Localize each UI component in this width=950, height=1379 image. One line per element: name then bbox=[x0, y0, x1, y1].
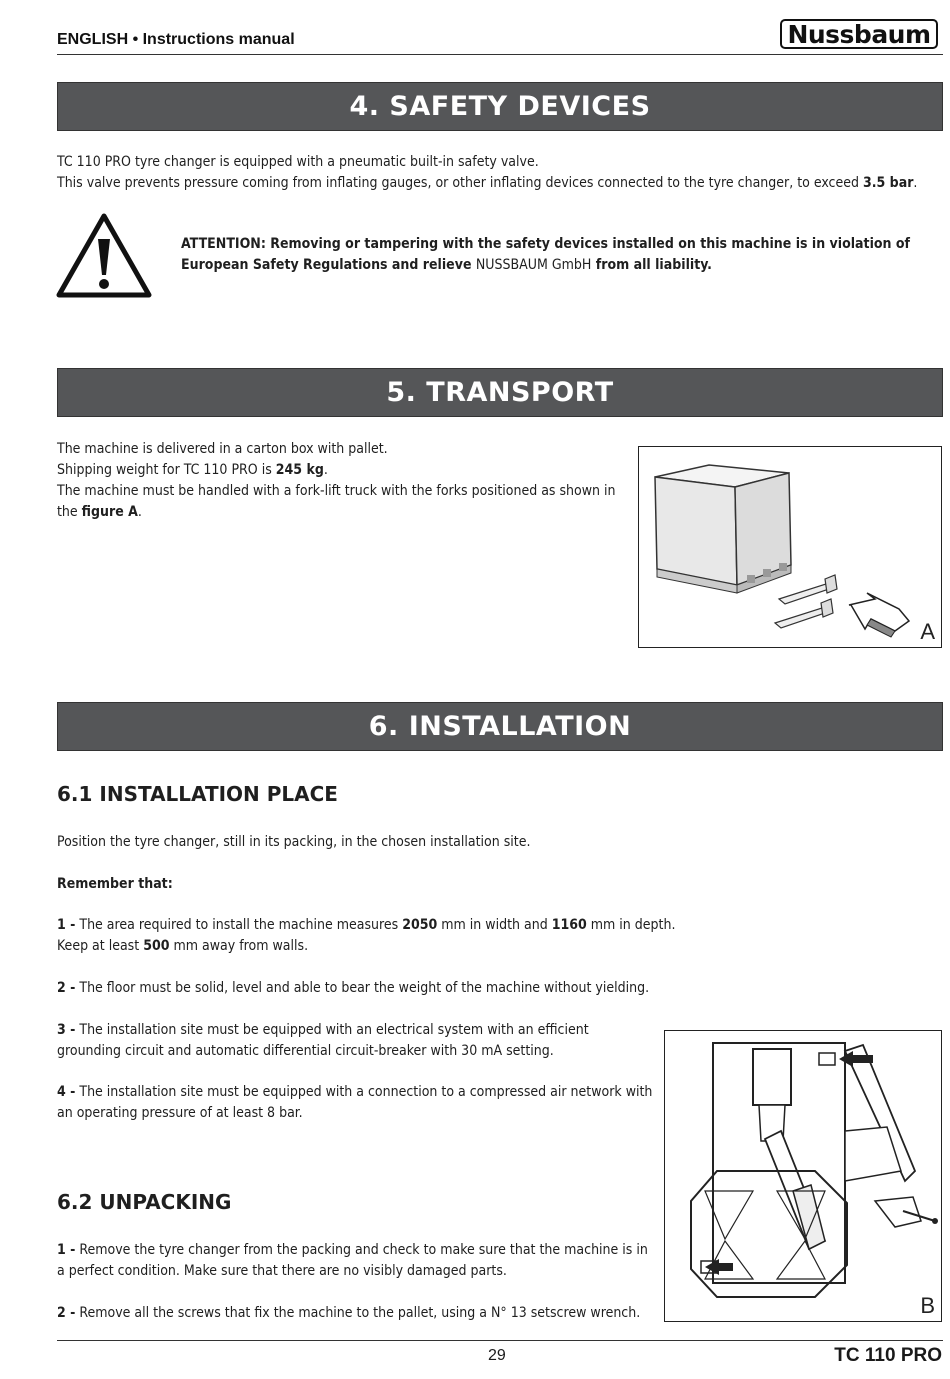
nussbaum-logo bbox=[780, 18, 938, 50]
footer-rule bbox=[57, 1340, 943, 1341]
unpack-item-2: 2 - Remove all the screws that fix the machine to the pallet, using a N° 13 setscrew wrench. bbox=[57, 1305, 641, 1321]
section-5-title: 5. TRANSPORT bbox=[57, 368, 943, 417]
transport-line-1: The machine is delivered in a carton box with pallet. bbox=[57, 441, 388, 457]
transport-text bbox=[57, 439, 627, 523]
unpack-item-1: 1 - Remove the tyre changer from the packing and check to make sure that the machine is in a perfect condition. Make sure that there are no visibly damaged parts. bbox=[57, 1242, 648, 1279]
remember-label: Remember that: bbox=[57, 876, 173, 892]
model-name: TC 110 PRO bbox=[834, 1345, 942, 1366]
subsection-6-2-title: 6.2 UNPACKING bbox=[57, 1190, 232, 1214]
install-item-2: 2 - The floor must be solid, level and able to bear the weight of the machine without yielding. bbox=[57, 980, 650, 996]
section-4-title: 4. SAFETY DEVICES bbox=[57, 82, 943, 131]
subsection-6-1-title: 6.1 INSTALLATION PLACE bbox=[57, 782, 338, 806]
safety-line-1: TC 110 PRO tyre changer is equipped with a pneumatic built-in safety valve. bbox=[57, 154, 539, 170]
figure-a-label: A bbox=[920, 619, 935, 644]
figure-a bbox=[638, 446, 942, 648]
section-6-title: 6. INSTALLATION bbox=[57, 702, 943, 751]
warning-icon bbox=[55, 211, 153, 299]
figure-b bbox=[664, 1030, 942, 1322]
page-number: 29 bbox=[488, 1347, 506, 1364]
install-intro: Position the tyre changer, still in its packing, in the chosen installation site. bbox=[57, 834, 531, 850]
safety-line-2: This valve prevents pressure coming from inflating gauges, or other inflating devices connected to the tyre changer, to exceed 3.5 bar. bbox=[57, 175, 918, 191]
svg-text:Nussbaum: Nussbaum bbox=[787, 20, 931, 49]
figure-a-drawing bbox=[639, 447, 941, 647]
figure-b-drawing bbox=[665, 1031, 941, 1321]
transport-line-3: The machine must be handled with a fork-lift truck with the forks positioned as shown in the figure A. bbox=[57, 483, 616, 520]
install-item-3: 3 - The installation site must be equipped with an electrical system with an efficient grounding circuit and automatic differential circuit-breaker with 30 mA setting. bbox=[57, 1022, 589, 1059]
install-item-4: 4 - The installation site must be equipped with a connection to a compressed air network with an operating pressure of at least 8 bar. bbox=[57, 1084, 653, 1121]
header-title: ENGLISH • Instructions manual bbox=[57, 31, 295, 48]
transport-line-2: Shipping weight for TC 110 PRO is 245 kg. bbox=[57, 462, 328, 478]
warning-text: ATTENTION: Removing or tampering with the safety devices installed on this machine is in violation of European Safety Regulations and relieve NUSSBAUM GmbH from all liability. bbox=[181, 236, 911, 273]
header-rule bbox=[57, 54, 943, 55]
install-item-1: 1 - The area required to install the machine measures 2050 mm in width and 1160 mm in depth. Keep at least 500 mm away from walls. bbox=[57, 917, 676, 954]
safety-text bbox=[57, 152, 943, 194]
figure-b-label: B bbox=[920, 1293, 935, 1318]
